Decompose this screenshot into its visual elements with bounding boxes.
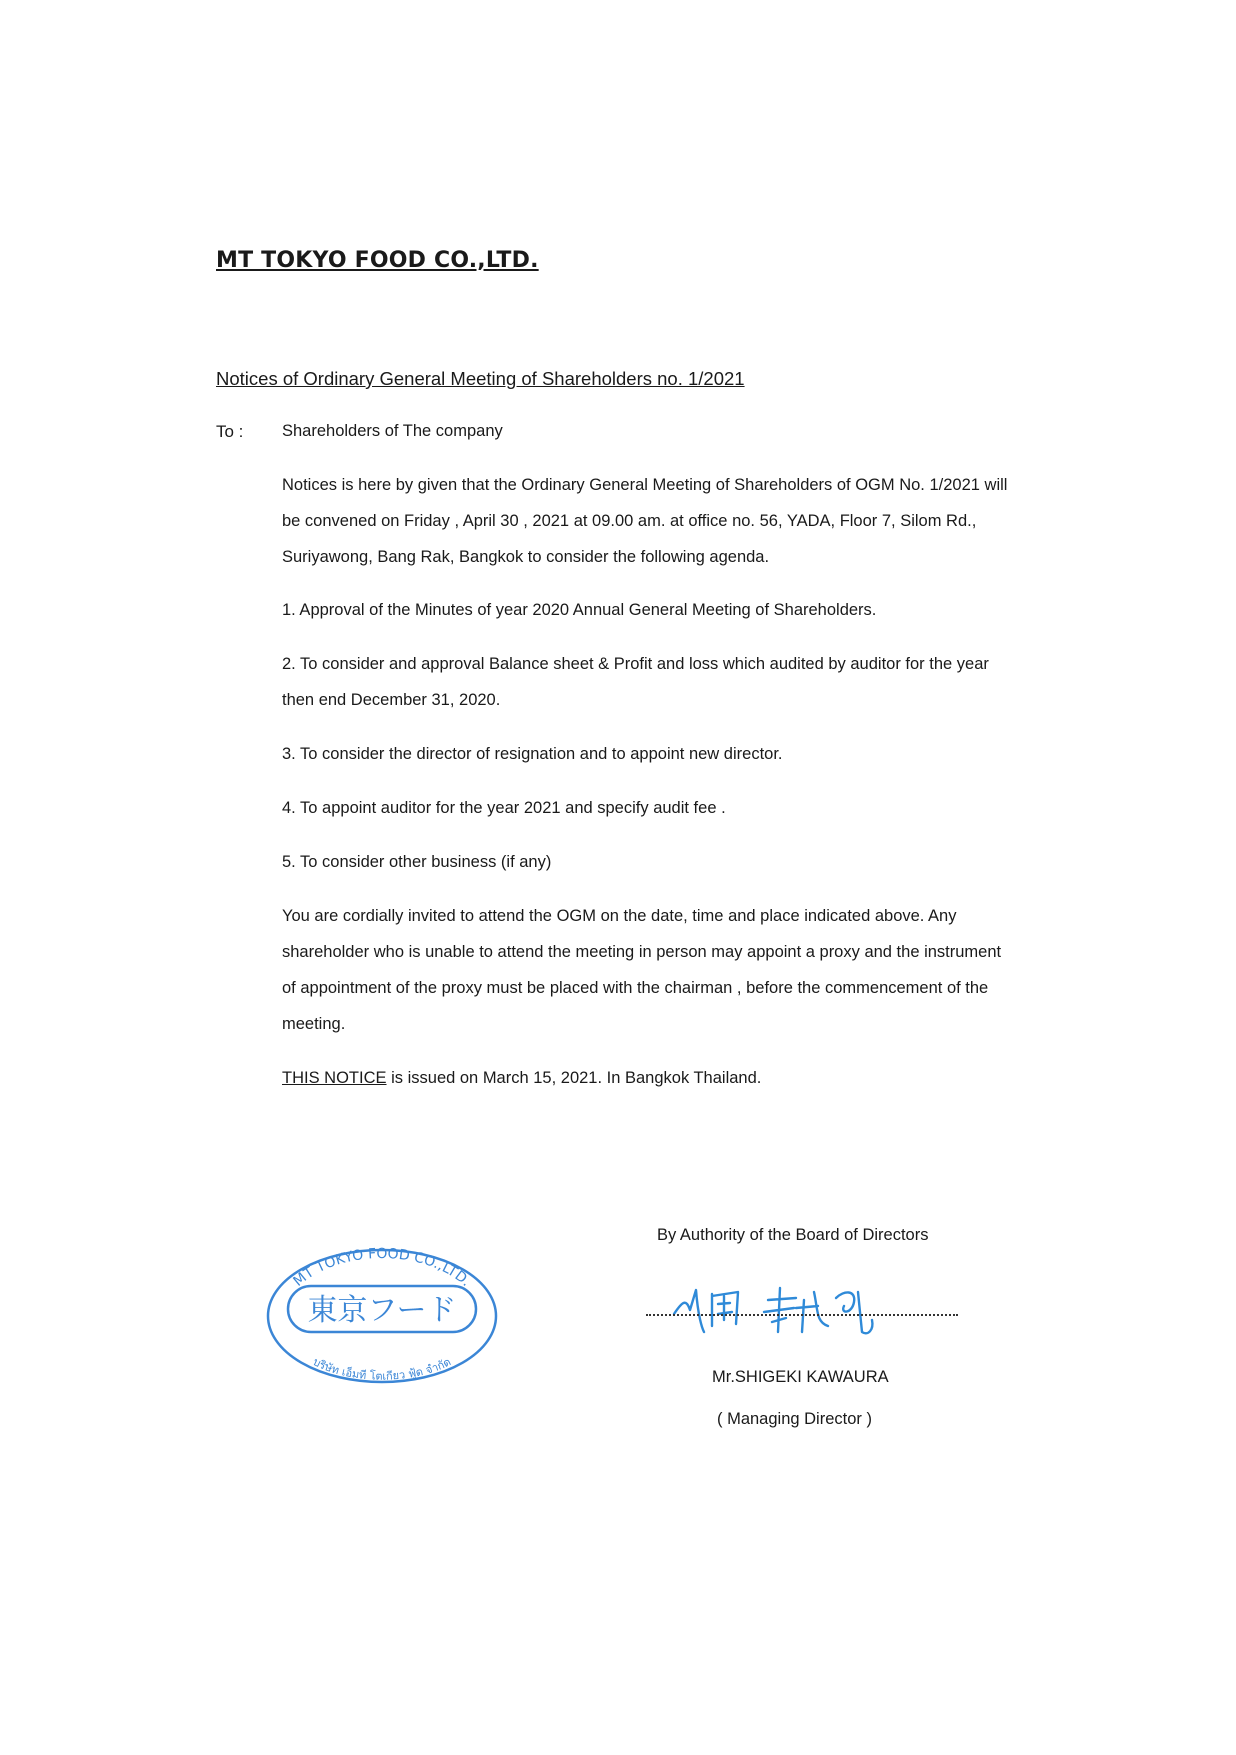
issued-prefix: THIS NOTICE xyxy=(282,1069,387,1087)
stamp-center-text: 東京フード xyxy=(307,1293,457,1328)
intro-line: Notices is here by given that the Ordinary General Meeting of Shareholders of OGM No. 1/2021 will xyxy=(282,476,1008,494)
issued-statement xyxy=(282,1069,761,1088)
agenda-item-2-cont: then end December 31, 2020. xyxy=(282,691,501,709)
signature-mark xyxy=(668,1270,908,1340)
stamp-top-text: MT TOKYO FOOD CO.,LTD. xyxy=(290,1245,474,1290)
intro-line: be convened on Friday , April 30 , 2021 at 09.00 am. at office no. 56, YADA, Floor 7, Silom Rd., xyxy=(282,512,977,530)
agenda-item-1: 1. Approval of the Minutes of year 2020 Annual General Meeting of Shareholders. xyxy=(282,601,877,619)
invitation-line: of appointment of the proxy must be placed with the chairman , before the commencement of the xyxy=(282,979,989,997)
company-stamp xyxy=(262,1236,502,1386)
stamp-graphic xyxy=(262,1236,502,1386)
to-label: To : xyxy=(216,422,244,441)
notice-title: Notices of Ordinary General Meeting of Shareholders no. 1/2021 xyxy=(216,368,745,389)
intro-line: Suriyawong, Bang Rak, Bangkok to consider the following agenda. xyxy=(282,548,770,566)
agenda-item-4: 4. To appoint auditor for the year 2021 and specify audit fee . xyxy=(282,799,726,817)
company-name: MT TOKYO FOOD CO.,LTD. xyxy=(216,248,539,273)
invitation-line: You are cordially invited to attend the OGM on the date, time and place indicated above. Any xyxy=(282,907,957,925)
stamp-bottom-text: บริษัท เอ็มที โตเกียว ฟู้ด จำกัด xyxy=(310,1355,454,1383)
issued-text: is issued on March 15, 2021. In Bangkok Thailand. xyxy=(386,1069,762,1087)
agenda-item-3: 3. To consider the director of resignation and to appoint new director. xyxy=(282,745,783,763)
agenda-item-5: 5. To consider other business (if any) xyxy=(282,853,552,871)
invitation-line: shareholder who is unable to attend the meeting in person may appoint a proxy and the instrument xyxy=(282,943,1002,961)
signatory-title: ( Managing Director ) xyxy=(717,1410,872,1428)
agenda-item-2: 2. To consider and approval Balance sheet & Profit and loss which audited by auditor for the year xyxy=(282,655,989,673)
board-authority: By Authority of the Board of Directors xyxy=(657,1226,929,1244)
to-recipient: Shareholders of The company xyxy=(282,422,503,440)
signatory-name: Mr.SHIGEKI KAWAURA xyxy=(712,1368,889,1386)
signature-line xyxy=(646,1314,958,1316)
invitation-line: meeting. xyxy=(282,1015,346,1033)
